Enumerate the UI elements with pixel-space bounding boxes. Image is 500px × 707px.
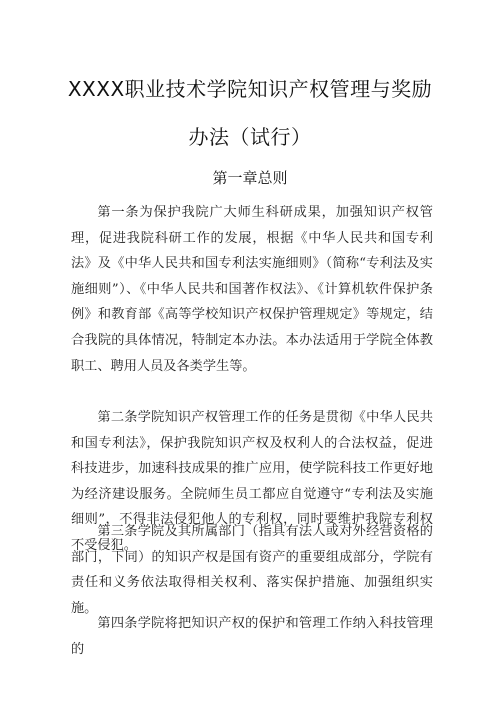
article-1-paragraph: 第一条为保护我院广大师生科研成果，加强知识产权管理，促进我院科研工作的发展，根据《中华人民共和国专利法》及《中华人民共和国专利法实施细则》（简称“专利法及实施细则”）、《中华人民共和国著作权法》、《计算机软件保护条例》和教育部《高等学校知识产权保护管理规定》等规定，结合我院的具体情况，特制定本办法。本办法适用于学院全体教职工、聘用人员及各类学生等。 [71, 205, 433, 374]
article-3-paragraph: 第三条学院及其所属部门（指具有法人或对外经营资格的部门，下同）的知识产权是国有资产的重要组成部分，学院有责任和义务依法取得相关权利、落实保护措施、加强组织实施。 [71, 524, 433, 616]
document-title-line-2: 办法（试行） [188, 125, 312, 149]
document-title-line-1: XXXX职业技术学院知识产权管理与奖励 [67, 77, 433, 101]
article-4-paragraph: 第四条学院将把知识产权的保护和管理工作纳入科技管理的 [71, 616, 433, 657]
article-2-paragraph: 第二条学院知识产权管理工作的任务是贯彻《中华人民共和国专利法》，保护我院知识产权及权利人的合法权益，促进科技进步，加速科技成果的推广应用，使学院科技工作更好地为经济建设服务。全院师生员工都应自觉遵守“专利法及实施细则”，不得非法侵犯他人的专利权，同时要维护我院专利权不受侵犯。 [71, 410, 433, 553]
chapter-heading: 第一章总则 [212, 169, 288, 187]
